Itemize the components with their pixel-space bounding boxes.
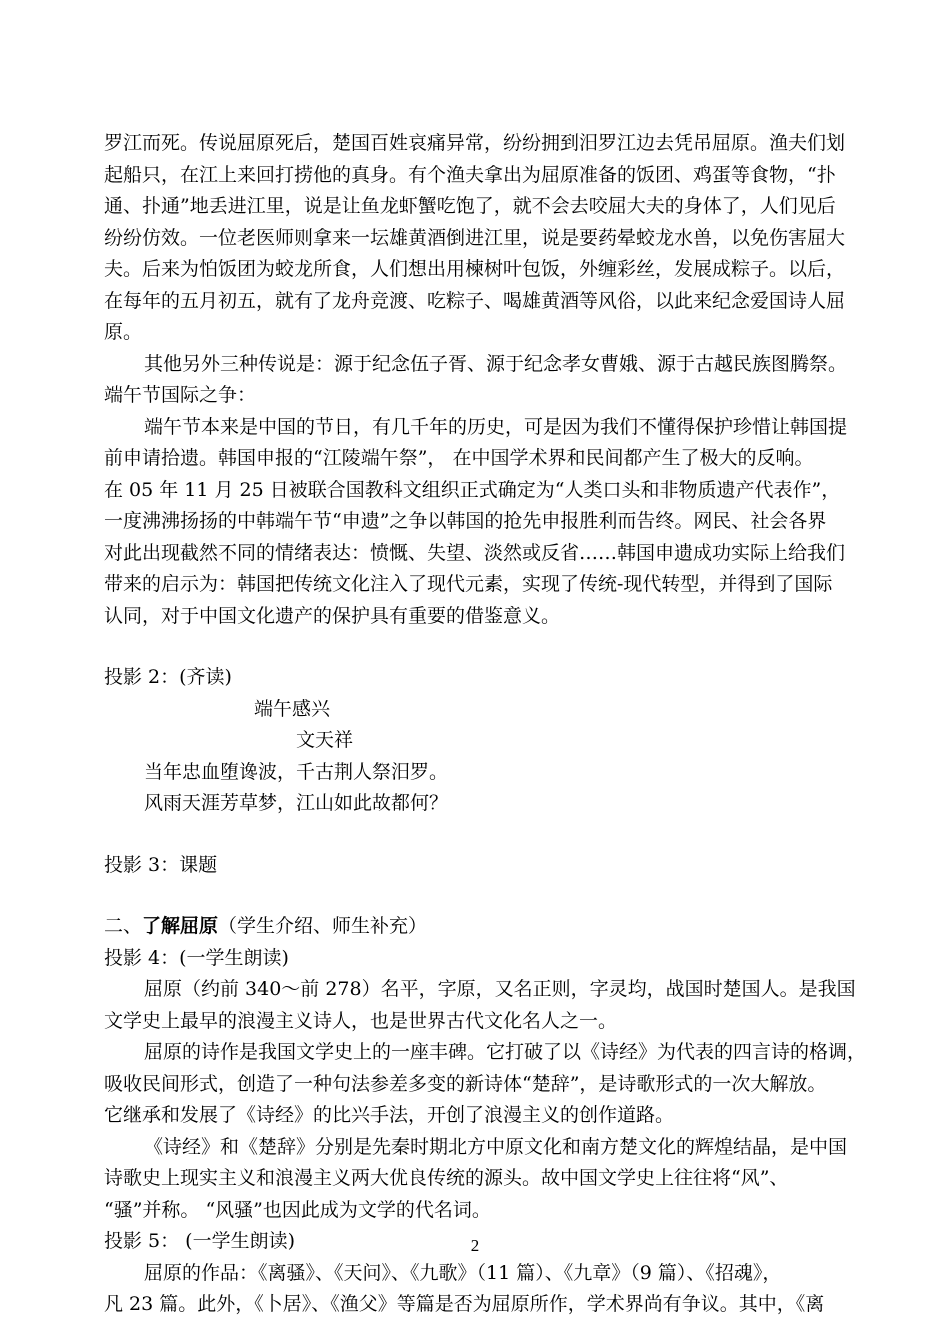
poem-line: 当年忠血堕谗波，千古荆人祭汨罗。 [144,760,449,783]
poem-author: 文天祥 [296,729,354,751]
text-line: 对此出现截然不同的情绪表达：愤慨、失望、淡然或反省……韩国申遗成功实际上给我们 [104,541,846,564]
text-line: 在每年的五月初五，就有了龙舟竞渡、吃粽子、喝雄黄酒等风俗，以此来纪念爱国诗人屈 [104,289,846,312]
text-line: 它继承和发展了《诗经》的比兴手法，开创了浪漫主义的创作道路。 [104,1104,675,1126]
text-line: 罗江而死。传说屈原死后，楚国百姓哀痛异常，纷纷拥到汨罗江边去凭吊屈原。渔夫们划 [104,132,846,154]
section-title: 了解屈原 [142,915,219,937]
projection-2-label: 投影 2：(齐读) [104,666,232,688]
text-line: 一度沸沸扬扬的中韩端午节“申遗”之争以韩国的抢先申报胜利而告终。网民、社会各界 [104,510,827,532]
spacer [104,820,849,850]
text-line: 《诗经》和《楚辞》分别是先秦时期北方中原文化和南方楚文化的辉煌结晶，是中国 [144,1135,848,1158]
paragraph-quyuan-intro [104,974,856,1037]
paragraph-festival-dispute [104,412,849,633]
text-line: 夫。后来为怕饭团为蛟龙所食，人们想出用楝树叶包饭，外缠彩丝，发展成粽子。以后， [104,258,846,280]
text-line: 带来的启示为：韩国把传统文化注入了现代元素，实现了传统-现代转型，并得到了国际 [104,573,833,595]
section-note: （学生介绍、师生补充） [218,915,428,937]
paragraph-shijing-chuci [104,1132,849,1227]
spacer [104,881,849,911]
text-line: 屈原的诗作是我国文学史上的一座丰碑。它打破了以《诗经》为代表的四言诗的格调， [144,1041,867,1063]
text-line: 在 05 年 11 月 25 日被联合国教科文组织正式确定为“人类口头和非物质遗产代表作”， [104,478,841,501]
section-2-heading [104,911,849,943]
projection-5-label: 投影 5： (一学生朗读) [104,1230,295,1252]
text-line: 认同，对于中国文化遗产的保护具有重要的借鉴意义。 [104,604,561,627]
text-line: 诗歌史上现实主义和浪漫主义两大优良传统的源头。故中国文学史上往往将“风”、 [104,1167,789,1189]
poem-title: 端午感兴 [254,697,331,720]
text-line: 原。 [104,321,143,343]
section-number: 二、 [104,915,143,937]
text-line: 纷纷仿效。一位老医师则拿来一坛雄黄酒倒进江里，说是要药晕蛟龙水兽，以免伤害屈大 [104,226,846,249]
projection-3-label: 投影 3：课题 [104,853,218,876]
page-number: 2 [470,1236,480,1255]
projection-4-label: 投影 4：(一学生朗读) [104,946,289,969]
paragraph-quyuan-works [104,1258,849,1321]
text-line: 前申请拾遗。韩国申报的“江陵端午祭”， 在中国学术界和民间都产生了极大的反响。 [104,447,814,469]
text-line: 屈原的作品：《离骚》、《天问》、《九歌》（11 篇）、《九章》（9 篇）、《招魂》， [144,1261,782,1284]
document-body [104,128,867,1321]
text-line: 起船只，在江上来回打捞他的真身。有个渔夫拿出为屈原准备的饭团、鸡蛋等食物，“扑 [104,163,836,186]
paragraph-quyuan-legend [104,128,849,349]
text-line: 吸收民间形式，创造了一种句法参差多变的新诗体“楚辞”，是诗歌形式的一次大解放。 [104,1072,827,1095]
spacer [104,632,849,662]
text-line: 凡 23 篇。此外，《卜居》、《渔父》等篇是否为屈原所作，学术界尚有争议。其中，《离 [104,1293,825,1315]
heading-festival-dispute: 端午节国际之争： [104,384,257,406]
paragraph-quyuan-poetry [104,1037,867,1132]
text-line: “骚”并称。 “风骚”也因此成为文学的代名词。 [104,1198,491,1221]
text-line: 通、扑通”地丢进江里，说是让鱼龙虾蟹吃饱了，就不会去咬屈大夫的身体了，人们见后 [104,195,836,217]
text-line: 文学史上最早的浪漫主义诗人，也是世界古代文化名人之一。 [104,1009,618,1032]
paragraph-other-legends: 其他另外三种传说是：源于纪念伍子胥、源于纪念孝女曹娥、源于古越民族图腾祭。 [144,352,848,375]
poem-line: 风雨天涯芳草梦，江山如此故都何？ [144,792,449,814]
text-line: 屈原（约前 340～前 278）名平，字原，又名正则，字灵均，战国时楚国人。是我国 [144,978,856,1000]
text-line: 端午节本来是中国的节日，有几千年的历史，可是因为我们不懂得保护珍惜让韩国提 [144,415,848,438]
